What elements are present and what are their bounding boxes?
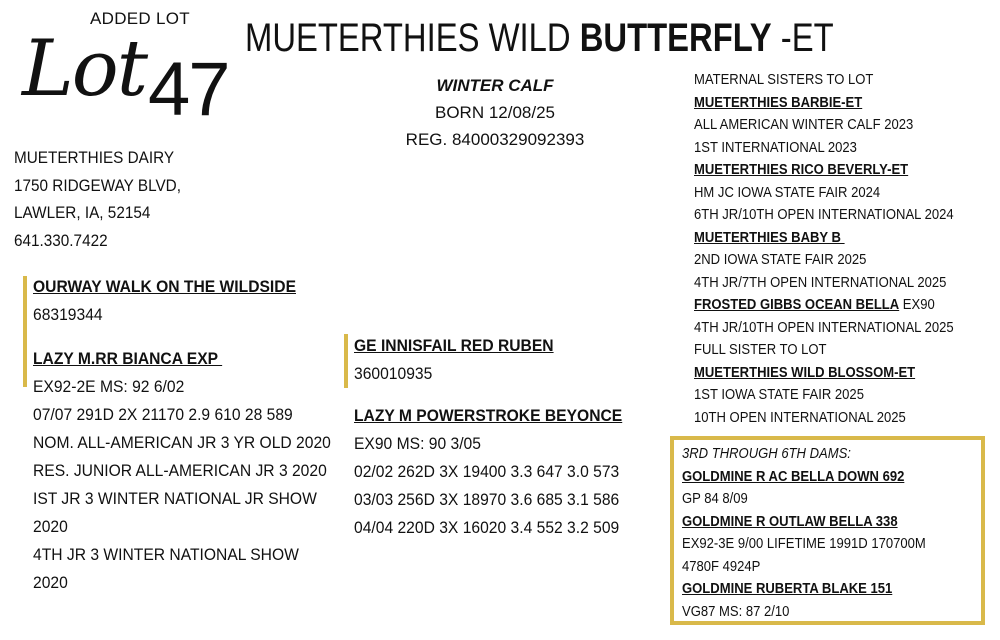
grand-dam-line: EX90 MS: 90 3/05 — [354, 434, 481, 453]
sister-heading — [694, 294, 954, 317]
maternal-sisters-title: MATERNAL SISTERS TO LOT — [694, 72, 874, 88]
sister-award: 4TH JR/10TH OPEN INTERNATIONAL 2025 — [694, 319, 954, 336]
calf-info — [380, 72, 610, 153]
owner-city: LAWLER, IA, 52154 — [14, 203, 151, 222]
dam-line: 4TH JR 3 WINTER NATIONAL SHOW — [33, 545, 299, 564]
owner-address: 1750 RIDGEWAY BLVD, — [14, 175, 181, 195]
lot-script-word: Lot — [22, 24, 147, 114]
full-sister-name: MUETERTHIES WILD BLOSSOM-ET — [694, 364, 916, 381]
maternal-grandsire-reg: 360010935 — [354, 364, 433, 383]
title-bold: BUTTERFLY — [579, 16, 772, 60]
sister-award: 4TH JR/7TH OPEN INTERNATIONAL 2025 — [694, 274, 947, 291]
mgs-accent-bar — [344, 334, 348, 388]
sister-score: EX90 — [899, 297, 935, 313]
dam-entry-line: 4780F 4924P — [682, 558, 761, 575]
spacer — [354, 388, 622, 402]
full-sister-title: FULL SISTER TO LOT — [694, 342, 827, 358]
dam-entry-line: GP 84 8/09 — [682, 491, 748, 507]
sister-award: 1ST INTERNATIONAL 2023 — [694, 139, 857, 156]
grand-dam-line: 03/03 256D 3X 18970 3.6 685 3.1 586 — [354, 490, 620, 509]
sister-name: MUETERTHIES BABY B — [694, 229, 845, 246]
dam-line: 2020 — [33, 573, 68, 592]
dam-entry-name: GOLDMINE R AC BELLA DOWN 692 — [682, 468, 905, 485]
sire-name: OURWAY WALK ON THE WILDSIDE — [33, 277, 297, 296]
dam-line: IST JR 3 WINTER NATIONAL JR SHOW — [33, 489, 317, 508]
dam-entry-line: EX92-3E 9/00 LIFETIME 1991D 170700M — [682, 536, 926, 552]
dam-line: RES. JUNIOR ALL-AMERICAN JR 3 2020 — [33, 461, 327, 480]
dams-list — [682, 443, 926, 623]
owner-phone: 641.330.7422 — [14, 230, 108, 250]
dam-entry-line: VG87 MS: 87 2/10 — [682, 603, 790, 620]
sister-name: MUETERTHIES BARBIE-ET — [694, 94, 863, 111]
sister-award: 6TH JR/10TH OPEN INTERNATIONAL 2024 — [694, 207, 954, 223]
lot-number: 47 — [148, 47, 229, 132]
page-title — [245, 18, 834, 58]
owner-name: MUETERTHIES DAIRY — [14, 148, 175, 167]
owner-info — [14, 144, 181, 254]
calf-born: BORN 12/08/25 — [434, 103, 555, 122]
maternal-sisters-column — [694, 69, 954, 429]
spacer — [33, 329, 331, 345]
title-prefix: MUETERTHIES WILD — [245, 16, 580, 60]
grand-dam-line: 02/02 262D 3X 19400 3.3 647 3.0 573 — [354, 462, 620, 481]
added-lot-label: ADDED LOT — [90, 9, 190, 28]
dam-line: 2020 — [33, 517, 68, 536]
dam-entry-name: GOLDMINE R OUTLAW BELLA 338 — [682, 513, 898, 530]
grand-dam-name: LAZY M POWERSTROKE BEYONCE — [354, 406, 623, 425]
sister-award: ALL AMERICAN WINTER CALF 2023 — [694, 117, 914, 133]
sister-award: HM JC IOWA STATE FAIR 2024 — [694, 184, 881, 201]
dam-line: NOM. ALL-AMERICAN JR 3 YR OLD 2020 — [33, 433, 331, 452]
calf-reg: REG. 84000329092393 — [405, 130, 585, 149]
dam-entry-name: GOLDMINE RUBERTA BLAKE 151 — [682, 581, 893, 597]
sister-award: 2ND IOWA STATE FAIR 2025 — [694, 252, 867, 268]
grand-dam-line: 04/04 220D 3X 16020 3.4 552 3.2 509 — [354, 518, 620, 537]
maternal-grandsire-name: GE INNISFAIL RED RUBEN — [354, 336, 554, 355]
pedigree-column-1 — [33, 273, 331, 597]
sister-name: MUETERTHIES RICO BEVERLY-ET — [694, 162, 909, 178]
dam-name: LAZY M.RR BIANCA EXP — [33, 349, 223, 368]
sire-reg: 68319344 — [33, 305, 103, 324]
dam-line: EX92-2E MS: 92 6/02 — [33, 377, 185, 396]
sire-accent-bar — [23, 276, 27, 387]
sister-name: FROSTED GIBBS OCEAN BELLA — [694, 297, 900, 313]
full-sister-award: 10TH OPEN INTERNATIONAL 2025 — [694, 409, 906, 426]
full-sister-award: 1ST IOWA STATE FAIR 2025 — [694, 387, 864, 403]
title-suffix: -ET — [771, 16, 834, 60]
dam-line: 07/07 291D 2X 21170 2.9 610 28 589 — [33, 405, 293, 424]
calf-type: WINTER CALF — [436, 76, 554, 95]
pedigree-column-2 — [354, 332, 622, 542]
dams-title: 3RD THROUGH 6TH DAMS: — [682, 446, 851, 462]
